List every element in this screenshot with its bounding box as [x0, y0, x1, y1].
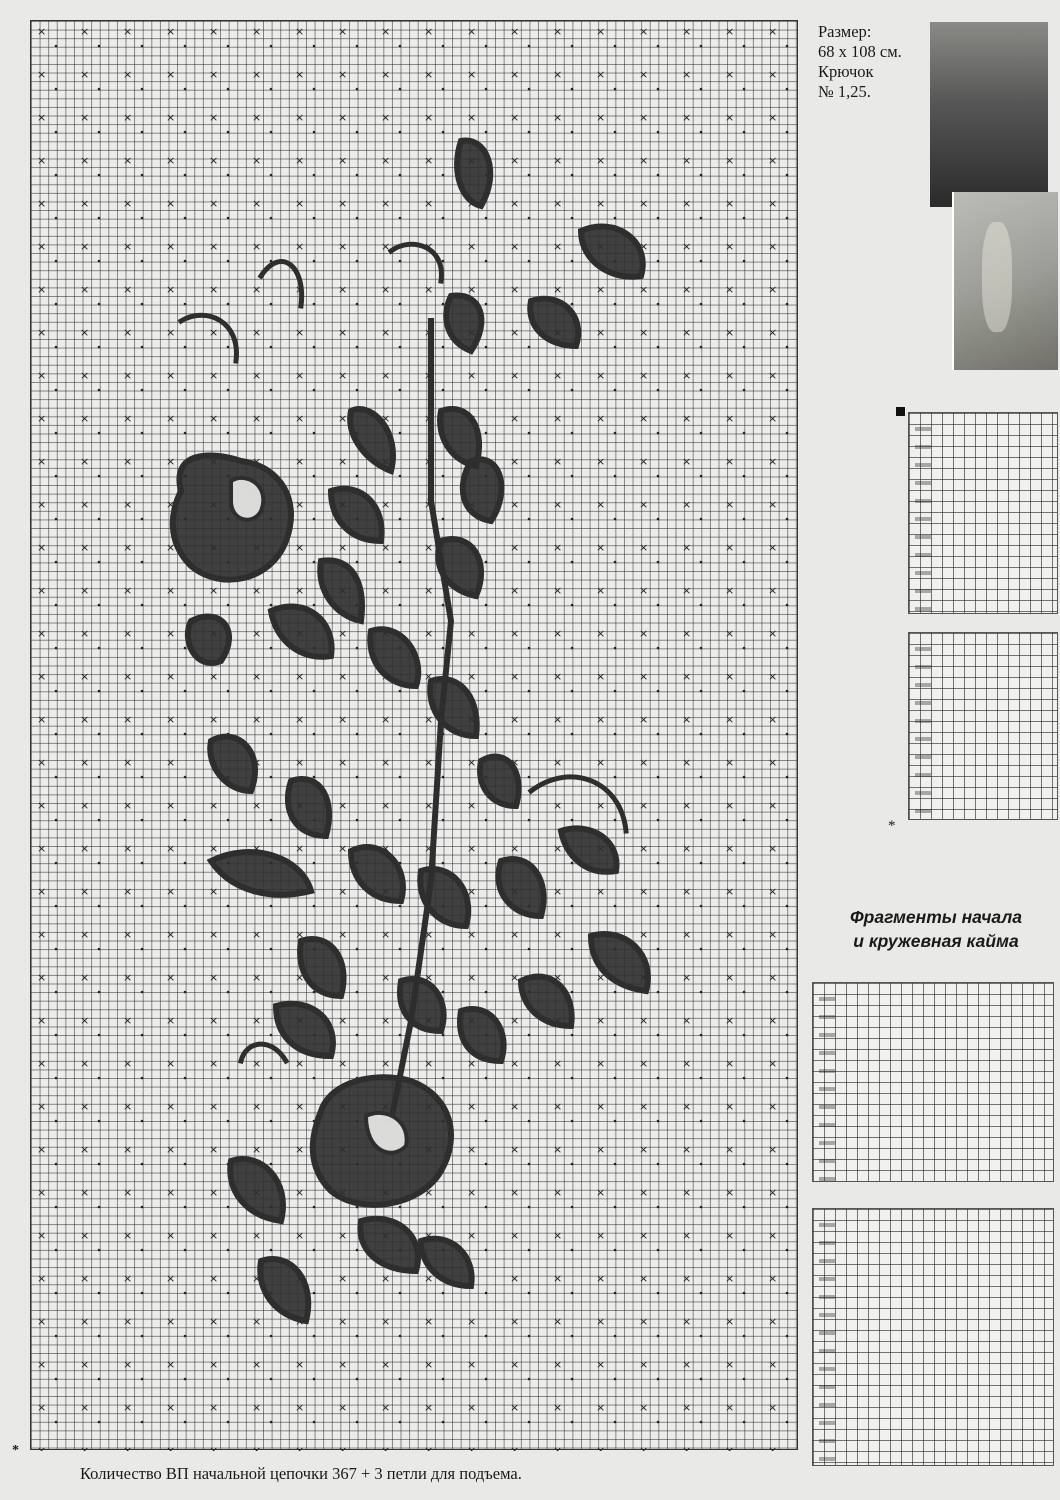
lace-border-chart-1 [812, 982, 1054, 1182]
chart-start-marker: * [12, 1443, 19, 1458]
footer-note: Количество ВП начальной цепочки 367 + 3 петли для подъема. [80, 1464, 522, 1483]
hook-label: Крючок [818, 62, 874, 81]
fragment-star-marker: * [888, 818, 896, 834]
fragment-chart-top [908, 412, 1058, 614]
start-square-marker [896, 407, 905, 416]
fragments-heading-line1: Фрагменты начала [849, 907, 1022, 927]
curtain-photo-detail [952, 192, 1058, 370]
size-info [818, 22, 928, 102]
lace-border-chart-2 [812, 1208, 1054, 1466]
hook-value: № 1,25. [818, 82, 871, 101]
curtain-photo-top [930, 22, 1048, 207]
fragments-heading [818, 905, 1054, 953]
filet-crochet-chart [30, 20, 798, 1450]
size-value: 68 x 108 см. [818, 42, 902, 61]
size-label: Размер: [818, 22, 872, 41]
fragments-heading-line2: и кружевная кайма [853, 931, 1019, 951]
rose-motif [31, 21, 799, 1451]
fragment-chart-middle [908, 632, 1058, 820]
